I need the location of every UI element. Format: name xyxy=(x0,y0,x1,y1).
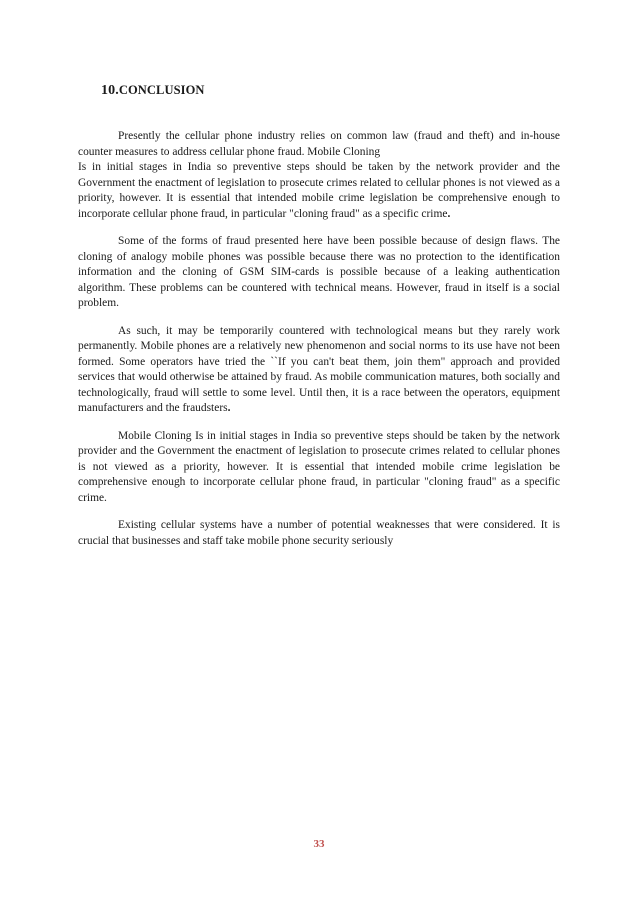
paragraph-5 xyxy=(78,518,560,549)
paragraph-1 xyxy=(78,129,560,222)
page-number: 33 xyxy=(313,838,325,850)
paragraph-4-text: Mobile Cloning Is in initial stages in India so preventive steps should be taken by the network provider and the Government the enactment of legislation to prosecute crimes related to cellular phones is not viewed as a priority, however. It is essential that intended mobile crime legislation be comprehensive enough to incorporate cellular phone fraud, in particular "cloning fraud" as a specific crime. xyxy=(78,429,560,504)
paragraph-4 xyxy=(78,429,560,507)
section-title: CONCLUSION xyxy=(118,83,205,97)
paragraph-3-end: . xyxy=(227,402,231,414)
paragraph-1-text: Presently the cellular phone industry relies on common law (fraud and theft) and in-house counter measures to address cellular phone fraud. Mobile Cloning xyxy=(78,130,560,158)
section-heading xyxy=(101,82,205,99)
paragraph-5-text: Existing cellular systems have a number of potential weaknesses that were considered. It is crucial that businesses and staff take mobile phone security seriously xyxy=(78,519,560,547)
paragraph-2-text: Some of the forms of fraud presented here have been possible because of design flaws. The cloning of analogy mobile phones was possible because there was no protection to the identification information and the cloning of GSM SIM-cards is possible because of a leaking authentication algorithm. These problems can be countered with technical means. However, fraud in itself is a social problem. xyxy=(78,235,560,309)
paragraph-2 xyxy=(78,234,560,312)
paragraph-3-text: As such, it may be temporarily countered with technological means but they rarely work permanently. Mobile phones are a relatively new phenomenon and social norms to its use have not been formed. Some operators have tried the ``If you can't beat them, join them" approach and provided services that would otherwise be attained by fraud. As mobile communication matures, both socially and technologically, fraud will settle to some level. Until then, it is a race between the operators, equipment manufacturers and the fraudsters xyxy=(78,324,560,414)
body-text xyxy=(78,129,560,561)
paragraph-3 xyxy=(78,324,560,417)
paragraph-1-continuation: Is in initial stages in India so preventive steps should be taken by the network provider and the Government the enactment of legislation to prosecute crimes related to cellular phones is not viewed as a priority, however. It is essential that intended mobile crime legislation be comprehensive enough to incorporate cellular phone fraud, in particular "cloning fraud" as a specific crime. xyxy=(78,161,560,220)
section-number: 10. xyxy=(101,83,119,98)
paragraph-1-end: . xyxy=(447,207,451,220)
